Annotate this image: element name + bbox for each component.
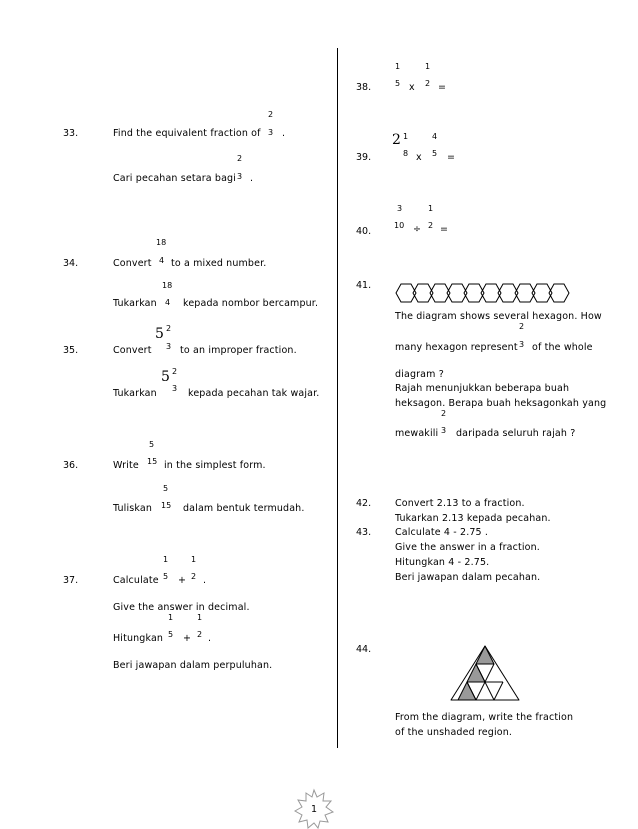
shaded-triangle-mid (467, 664, 485, 682)
q41-text-en2: many hexagon represent (395, 342, 518, 353)
shaded-triangle-top (476, 646, 494, 664)
q41-text-en1: The diagram shows several hexagon. How (395, 311, 602, 322)
q40-b-den: 2 (428, 221, 434, 230)
q39-a-num: 1 (403, 132, 409, 141)
q38-a-den: 5 (395, 79, 401, 88)
q40-a-num: 3 (397, 204, 403, 213)
q36-text-my: Tuliskan (113, 503, 152, 514)
q36-text-en: Write (113, 460, 139, 471)
q35-whole: 5 (155, 326, 164, 342)
hexagon-row-diagram (396, 283, 576, 305)
q37-my-a-den: 5 (168, 630, 174, 639)
q43-number: 43. (356, 527, 372, 538)
q36-frac-den: 15 (147, 457, 158, 466)
q42-number: 42. (356, 498, 372, 509)
q34-text-en: Convert (113, 258, 152, 269)
q41-number: 41. (356, 280, 372, 291)
q39-number: 39. (356, 152, 372, 163)
q33-text-my: Cari pecahan setara bagi (113, 173, 237, 184)
q33-frac-den: 3 (268, 128, 274, 137)
q36-my-end: dalam bentuk termudah. (183, 503, 305, 514)
q37-text-my: Hitungkan (113, 633, 164, 644)
q34-frac-num: 18 (156, 238, 167, 247)
q37-op: + (178, 575, 187, 586)
q37-text-en2: Give the answer in decimal. (113, 602, 250, 613)
q42-text-my: Tukarkan 2.13 kepada pecahan. (395, 513, 551, 524)
q35-text-en: Convert (113, 345, 152, 356)
q34-end: to a mixed number. (171, 258, 267, 269)
q35-text-my: Tukarkan (113, 388, 157, 399)
q39-eq: = (447, 152, 456, 163)
q34-my-end: kepada nombor bercampur. (183, 298, 319, 309)
page-number: 1 (311, 804, 318, 815)
q35-number: 35. (63, 345, 79, 356)
q34-my-frac-den: 4 (165, 298, 171, 307)
q44-text-en2: of the unshaded region. (395, 727, 513, 738)
q34-text-my: Tukarkan (113, 298, 157, 309)
q35-frac-num: 2 (166, 324, 172, 333)
q40-a-den: 10 (394, 221, 405, 230)
q41-my-frac-num: 2 (441, 409, 447, 418)
q40-eq: = (440, 224, 449, 235)
q33-text-en: Find the equivalent fraction of (113, 128, 261, 139)
triangle-diagram (450, 645, 520, 701)
q44-text-en1: From the diagram, write the fraction (395, 712, 574, 723)
q35-frac-den: 3 (166, 342, 172, 351)
column-divider (337, 48, 338, 748)
q37-a-den: 5 (163, 572, 169, 581)
q34-number: 34. (63, 258, 79, 269)
q37-my-op: + (183, 633, 192, 644)
q37-b-num: 1 (191, 555, 197, 564)
q43-text-my2: Beri jawapan dalam pecahan. (395, 572, 541, 583)
q33-number: 33. (63, 128, 79, 139)
q38-b-num: 1 (425, 62, 431, 71)
q35-my-end: kepada pecahan tak wajar. (188, 388, 320, 399)
q43-text-my: Hitungkan 4 - 2.75. (395, 557, 490, 568)
q39-a-den: 8 (403, 149, 409, 158)
q38-a-num: 1 (395, 62, 401, 71)
q38-b-den: 2 (425, 79, 431, 88)
q41-text-my3-end: daripada seluruh rajah ? (456, 428, 576, 439)
q42-text-en: Convert 2.13 to a fraction. (395, 498, 525, 509)
q37-a-num: 1 (163, 555, 169, 564)
q34-frac-den: 4 (159, 256, 165, 265)
q38-eq: = (438, 82, 447, 93)
q43-text-en: Calculate 4 - 2.75 . (395, 527, 489, 538)
q41-text-my2: heksagon. Berapa buah heksagonkah yang (395, 398, 607, 409)
q33-end: . (282, 128, 286, 139)
q41-text-en2-end: of the whole (532, 342, 593, 353)
q35-my-frac-den: 3 (172, 384, 178, 393)
q36-end: in the simplest form. (164, 460, 266, 471)
q33-my-frac-den: 3 (237, 172, 243, 181)
q35-my-whole: 5 (161, 369, 170, 385)
q33-frac-num: 2 (268, 110, 274, 119)
q44-number: 44. (356, 644, 372, 655)
q38-op: x (409, 82, 415, 93)
q37-b-den: 2 (191, 572, 197, 581)
q39-b-num: 4 (432, 132, 438, 141)
q36-my-frac-num: 5 (163, 484, 169, 493)
q41-text-my3: mewakili (395, 428, 439, 439)
q41-text-my1: Rajah menunjukkan beberapa buah (395, 383, 570, 394)
q37-end: . (203, 575, 207, 586)
q37-my-b-den: 2 (197, 630, 203, 639)
q40-number: 40. (356, 226, 372, 237)
q41-my-frac-den: 3 (441, 426, 447, 435)
q36-frac-num: 5 (149, 440, 155, 449)
q35-end: to an improper fraction. (180, 345, 297, 356)
q39-b-den: 5 (432, 149, 438, 158)
q39-whole: 2 (392, 132, 401, 148)
q41-text-en3: diagram ? (395, 369, 444, 380)
q36-my-frac-den: 15 (161, 501, 172, 510)
q33-my-end: . (250, 173, 254, 184)
q37-number: 37. (63, 575, 79, 586)
q37-text-en: Calculate (113, 575, 159, 586)
q35-my-frac-num: 2 (172, 367, 178, 376)
q38-number: 38. (356, 82, 372, 93)
q41-frac-num: 2 (519, 322, 525, 331)
q34-my-frac-num: 18 (162, 281, 173, 290)
q39-op: x (416, 152, 422, 163)
q37-my-a-num: 1 (168, 613, 174, 622)
q40-b-num: 1 (428, 204, 434, 213)
q40-op: ÷ (413, 224, 422, 235)
q37-text-my2: Beri jawapan dalam perpuluhan. (113, 660, 273, 671)
q33-my-frac-num: 2 (237, 154, 243, 163)
grid-line-6 (494, 682, 503, 700)
q36-number: 36. (63, 460, 79, 471)
q37-my-b-num: 1 (197, 613, 203, 622)
q37-my-end: . (208, 633, 212, 644)
q43-text-en2: Give the answer in a fraction. (395, 542, 540, 553)
q41-frac-den: 3 (519, 340, 525, 349)
